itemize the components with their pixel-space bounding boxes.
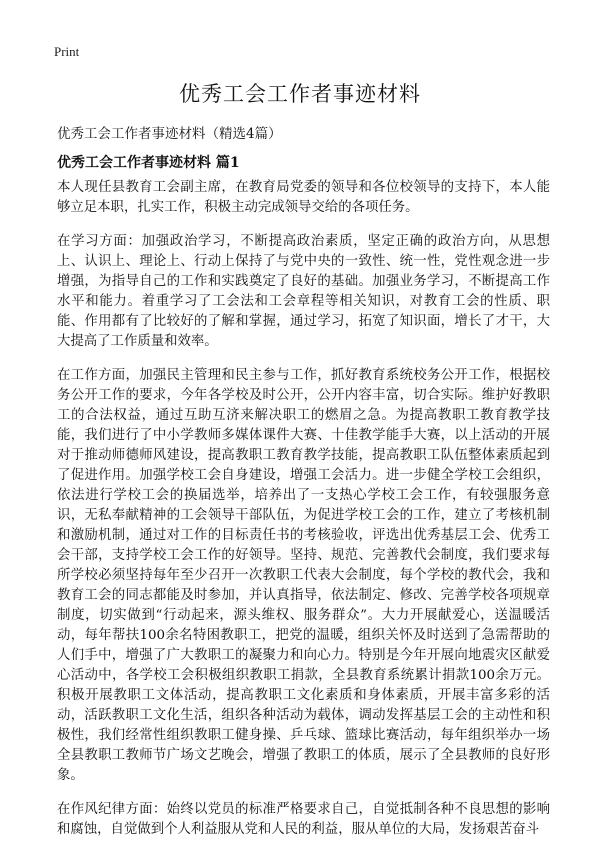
document-subtitle: 优秀工会工作者事迹材料（精选4篇） <box>57 126 282 142</box>
paragraph-intro: 本人现任县教育工会副主席，在教育局党委的领导和各位校领导的支持下，本人能够立足本职，扎实工作，积极主动完成领导交给的各项任务。 <box>57 180 550 215</box>
document-body <box>57 178 550 854</box>
print-link[interactable]: Print <box>54 44 80 59</box>
paragraph-discipline: 在作风纪律方面：始终以党员的标准严格要求自己，自觉抵制各种不良思想的影响和腐蚀，自觉做到个人利益服从党和人民的利益，服从单位的大局，发扬艰苦奋斗 <box>57 802 550 837</box>
document-title: 优秀工会工作者事迹材料 <box>179 82 421 106</box>
paragraph-study: 在学习方面：加强政治学习，不断提高政治素质，坚定正确的政治方向，从思想上、认识上、理论上、行动上保持了与党中央的一致性、统一性，党性观念进一步增强，为指导自己的工作和实践奠定了良好的基础。加强业务学习，不断提高工作水平和能力。着重学习了工会法和工会章程等相关知识，对教育工会的性质、职能、作用都有了比较好的了解和掌握，通过学习，拓宽了知识面，增长了才干，大大提高了工作质量和效率。 <box>57 234 550 349</box>
paragraph-work: 在工作方面，加强民主管理和民主参与工作，抓好教育系统校务公开工作，根据校务公开工作的要求，今年各学校及时公开，公开内容丰富，切合实际。维护好教职工的合法权益，通过互助互济来解决职工的燃眉之急。为提高教职工教育教学技能，我们进行了中小学教师多媒体课件大赛、十佳教学能手大赛，以上活动的开展对于推动师德师风建设，提高教职工教育教学技能，提高教职工队伍整体素质起到了促进作用。加强学校工会自身建设，增强工会活力。进一步健全学校工会组织，依法进行学校工会的换届选举，培养出了一支热心学校工会工作，有较强服务意识，无私奉献精神的工会领导干部队伍，为促进学校工会的工作，建立了考核机制和激励机制，通过对工作的目标责任书的考核验收，评选出优秀基层工会、优秀工会干部，支持学校工会工作的好领导。坚持、规范、完善教代会制度，我们要求每所学校必须坚持每年至少召开一次教职工代表大会制度，每个学校的教代会，我和教育工会的同志都能及时参加，并认真指导，依法制定、修改、完善学校各项规章制度，切实做到“行动起来，源头维权、服务群众”。大力开展献爱心，送温暖活动，每年帮扶100余名特困教职工，把党的温暖，组织关怀及时送到了急需帮助的人们手中，增强了广大教职工的凝聚力和向心力。特别是今年开展向地震灾区献爱心活动中，各学校工会积极组织教职工捐款，全县教育系统累计捐款100余万元。积极开展教职工文体活动，提高教职工文化素质和身体素质，开展丰富多彩的活动，活跃教职工文化生活，组织各种活动为载体，调动发挥基层工会的主动性和积极性，我们经常性组织教职工健身操、乒乓球、篮球比赛活动，每年组织举办一场全县教职工教师节广场文艺晚会，增强了教职工的体质，展示了全县教师的良好形象。 <box>57 368 550 783</box>
section-heading: 优秀工会工作者事迹材料 篇1 <box>57 155 240 171</box>
